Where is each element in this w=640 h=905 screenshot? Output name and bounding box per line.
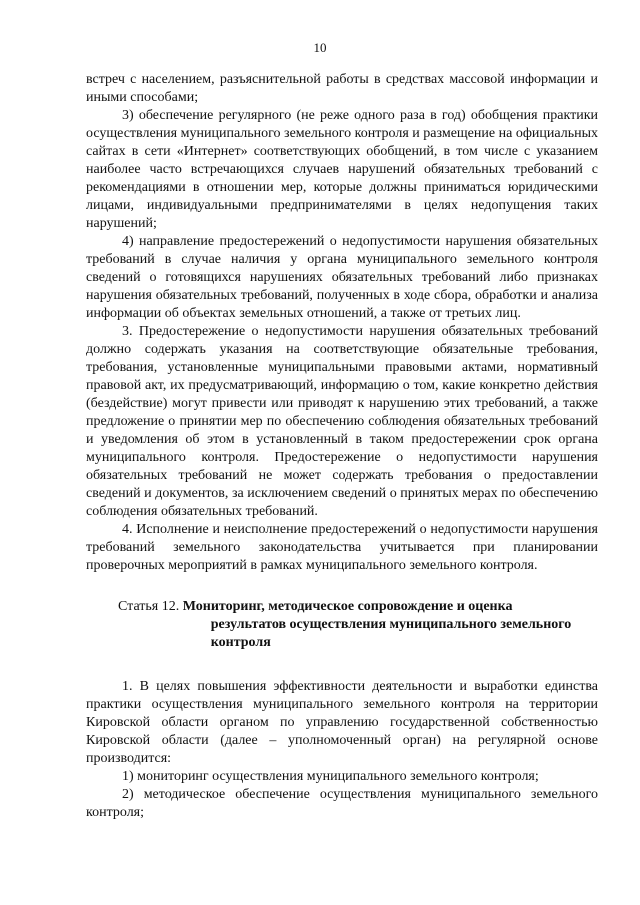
article-title-line2: результатов осуществления муниципального земельного контроля [210, 617, 572, 650]
article-title-line1: Мониторинг, методическое сопровождение и оценка [182, 599, 513, 614]
article-title [183, 598, 592, 652]
document-body [86, 71, 598, 822]
article-list-item-1: 1) мониторинг осуществления муниципального земельного контроля; [122, 769, 539, 784]
paragraph-clause-3: 3. Предостережение о недопустимости нарушения обязательных требований должно содержать указания на соответствующие обязательные требования, требования, установленные муниципальными правовыми актами, нормативный правовой акт, их предусматривающий, информацию о том, какие конкретно действия (бездействие) могут привести или приводят к нарушению этих требований, а также предложение о принятии мер по обеспечению соблюдения обязательных требований и уведомления об этом в установленный в таком предостережении срок органа муниципального контроля. Предостережение о недопустимости нарушения обязательных требований не может содержать требования о предоставлении сведений и документов, за исключением сведений о принятых мерах по обеспечению соблюдения обязательных требований. [86, 324, 598, 519]
paragraph-item-3: 3) обеспечение регулярного (не реже одного раза в год) обобщения практики осуществления муниципального земельного контроля и размещение на официальных сайтах в сети «Интернет» соответствующих обобщений, в том числе с указанием наиболее часто встречающихся случаев нарушений обязательных требований с рекомендациями в отношении мер, которые должны приниматься юридическими лицами, индивидуальными предпринимателями в целях недопущения таких нарушений; [86, 108, 598, 231]
article-list-item-2: 2) методическое обеспечение осуществления муниципального земельного контроля; [86, 787, 598, 820]
paragraph-item-4: 4) направление предостережений о недопустимости нарушения обязательных требований в случае наличия у органа муниципального земельного контроля сведений о готовящихся нарушениях обязательных требований либо признаках нарушения обязательных требований, полученных в ходе сбора, обработки и анализа информации об объектах земельных отношений, а также от третьих лиц. [86, 234, 598, 321]
paragraph-clause-4: 4. Исполнение и неисполнение предостережений о недопустимости нарушения требований земельного законодательства учитывается при планировании проверочных мероприятий в рамках муниципального земельного контроля. [86, 522, 598, 573]
page-number: 10 [313, 40, 327, 55]
article-label: Статья 12. [118, 599, 183, 614]
article-heading [86, 598, 598, 652]
article-paragraph-1: 1. В целях повышения эффективности деятельности и выработки единства практики осуществления муниципального земельного контроля на территории Кировской области органом по управлению государственной собственностью Кировской области (далее – уполномоченный орган) на регулярной основе производится: [86, 679, 598, 766]
paragraph-continuation: встреч с населением, разъяснительной работы в средствах массовой информации и иными способами; [86, 72, 598, 105]
